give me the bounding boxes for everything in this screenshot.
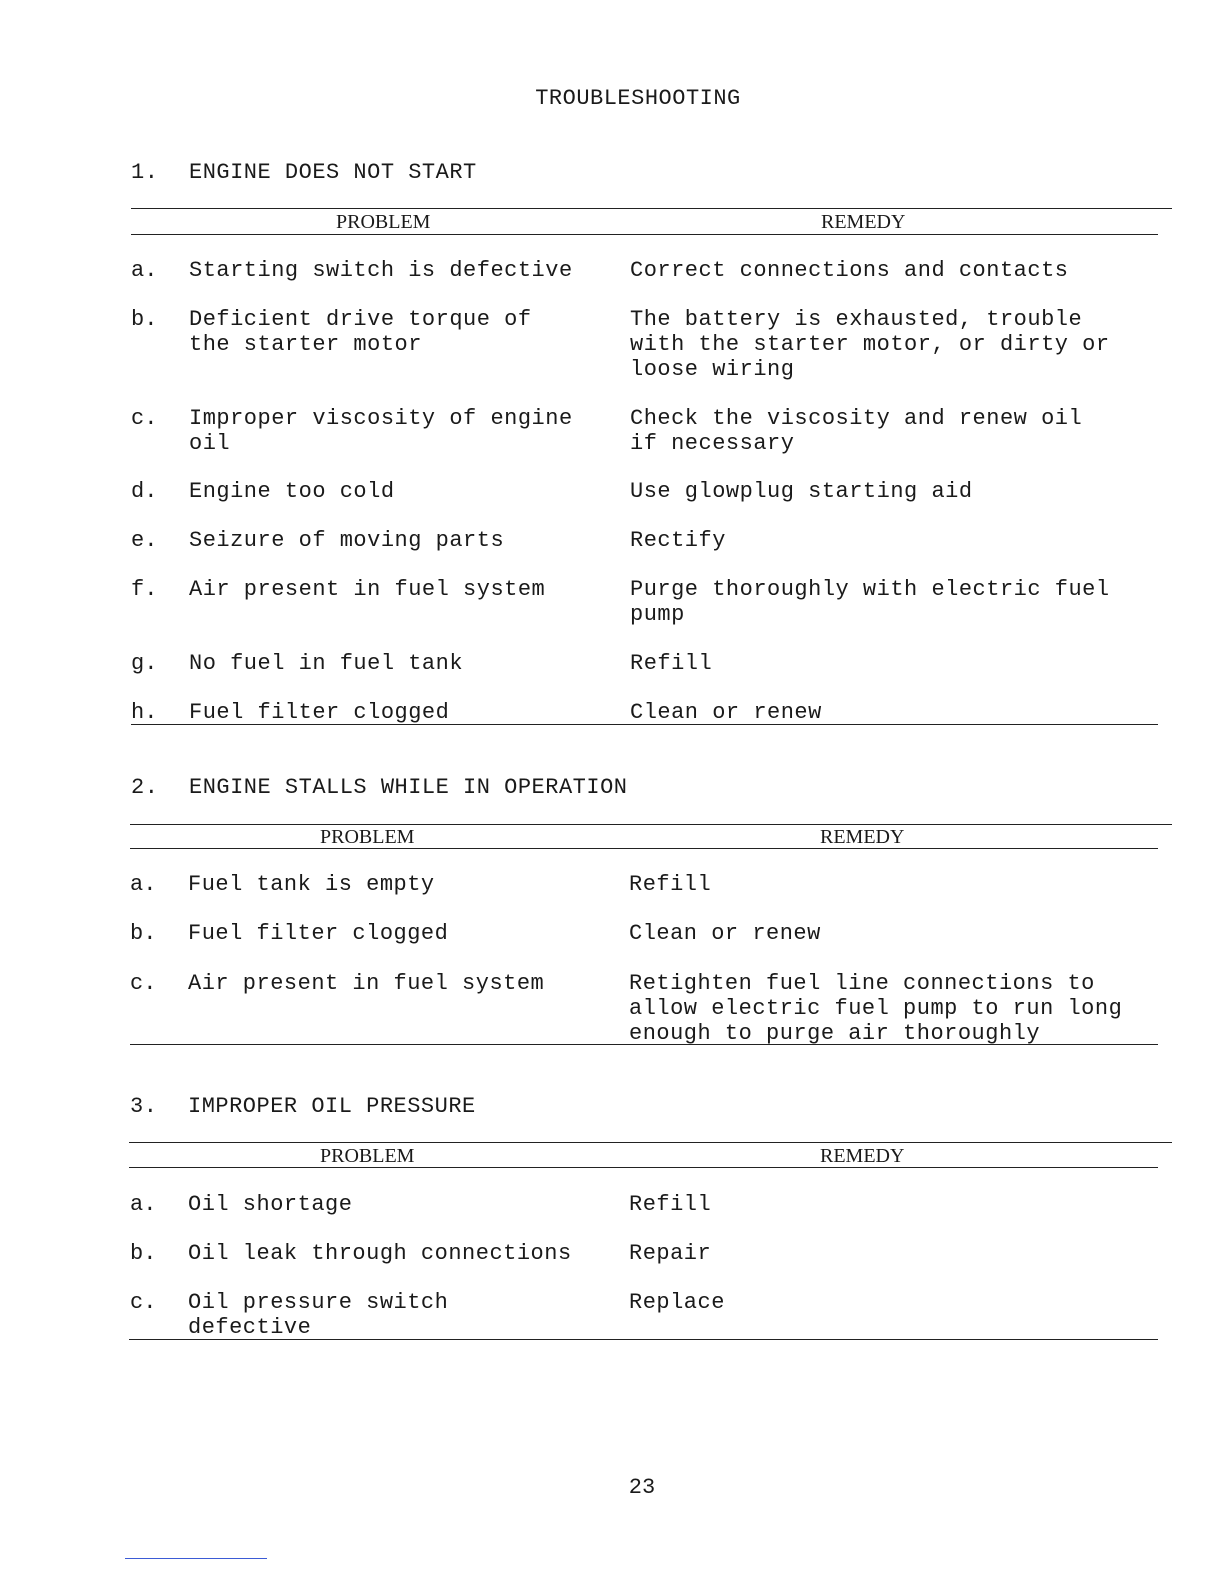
section-title: ENGINE DOES NOT START [189,160,477,185]
section-3-heading [130,1094,476,1119]
problem-cell: Improper viscosity of engine oil [189,406,573,456]
row-letter: a. [131,258,158,283]
remedy-cell: Refill [629,872,712,897]
table-bottom-rule [131,724,1158,725]
remedy-column-header: REMEDY [820,1145,905,1167]
row-letter: h. [131,700,158,725]
row-letter: b. [130,921,157,946]
table-top-rule [129,1142,1172,1143]
row-letter: c. [130,971,157,996]
remedy-cell: Clean or renew [630,700,822,725]
remedy-column-header: REMEDY [820,826,905,848]
scan-edge-line [125,1558,267,1559]
remedy-cell: The battery is exhausted, trouble with the starter motor, or dirty or loose wiring [630,307,1110,382]
row-letter: g. [131,651,158,676]
problem-cell: Oil leak through connections [188,1241,572,1266]
problem-cell: Starting switch is defective [189,258,573,283]
row-letter: a. [130,1192,157,1217]
problem-cell: Fuel tank is empty [188,872,435,897]
table-header-rule [131,234,1158,235]
row-letter: c. [130,1290,157,1315]
problem-cell: Seizure of moving parts [189,528,505,553]
table-header-rule [130,848,1158,849]
row-letter: e. [131,528,158,553]
remedy-column-header: REMEDY [821,211,906,233]
problem-column-header: PROBLEM [320,1145,415,1167]
remedy-cell: Replace [629,1290,725,1315]
problem-cell: Deficient drive torque of the starter motor [189,307,532,357]
section-number: 3. [130,1094,158,1119]
remedy-cell: Purge thoroughly with electric fuel pump [630,577,1110,627]
problem-cell: Oil pressure switch defective [188,1290,449,1340]
section-title: IMPROPER OIL PRESSURE [188,1094,476,1119]
remedy-cell: Use glowplug starting aid [630,479,973,504]
section-1-heading [131,160,477,185]
table-top-rule [131,208,1172,209]
page-number: 23 [628,1475,656,1500]
remedy-cell: Rectify [630,528,726,553]
remedy-cell: Retighten fuel line connections to allow electric fuel pump to run long enough to purge air thoroughly [629,971,1123,1046]
table-header-rule [129,1167,1158,1168]
problem-column-header: PROBLEM [320,826,415,848]
row-letter: f. [131,577,158,602]
remedy-cell: Correct connections and contacts [630,258,1069,283]
problem-cell: Air present in fuel system [188,971,545,996]
row-letter: a. [130,872,157,897]
problem-cell: Fuel filter clogged [188,921,449,946]
section-number: 1. [131,160,159,185]
row-letter: d. [131,479,158,504]
problem-cell: Engine too cold [189,479,395,504]
table-bottom-rule [129,1339,1158,1340]
problem-cell: Oil shortage [188,1192,353,1217]
remedy-cell: Refill [630,651,713,676]
section-2-heading [131,775,627,800]
remedy-cell: Clean or renew [629,921,821,946]
section-title: ENGINE STALLS WHILE IN OPERATION [189,775,628,800]
table-bottom-rule [130,1044,1158,1045]
problem-column-header: PROBLEM [336,211,431,233]
row-letter: c. [131,406,158,431]
row-letter: b. [131,307,158,332]
table-top-rule [130,824,1172,825]
remedy-cell: Check the viscosity and renew oil if necessary [630,406,1083,456]
problem-cell: No fuel in fuel tank [189,651,464,676]
page-title: TROUBLESHOOTING [535,86,741,111]
problem-cell: Fuel filter clogged [189,700,450,725]
problem-cell: Air present in fuel system [189,577,546,602]
section-number: 2. [131,775,159,800]
remedy-cell: Repair [629,1241,712,1266]
row-letter: b. [130,1241,157,1266]
remedy-cell: Refill [629,1192,712,1217]
